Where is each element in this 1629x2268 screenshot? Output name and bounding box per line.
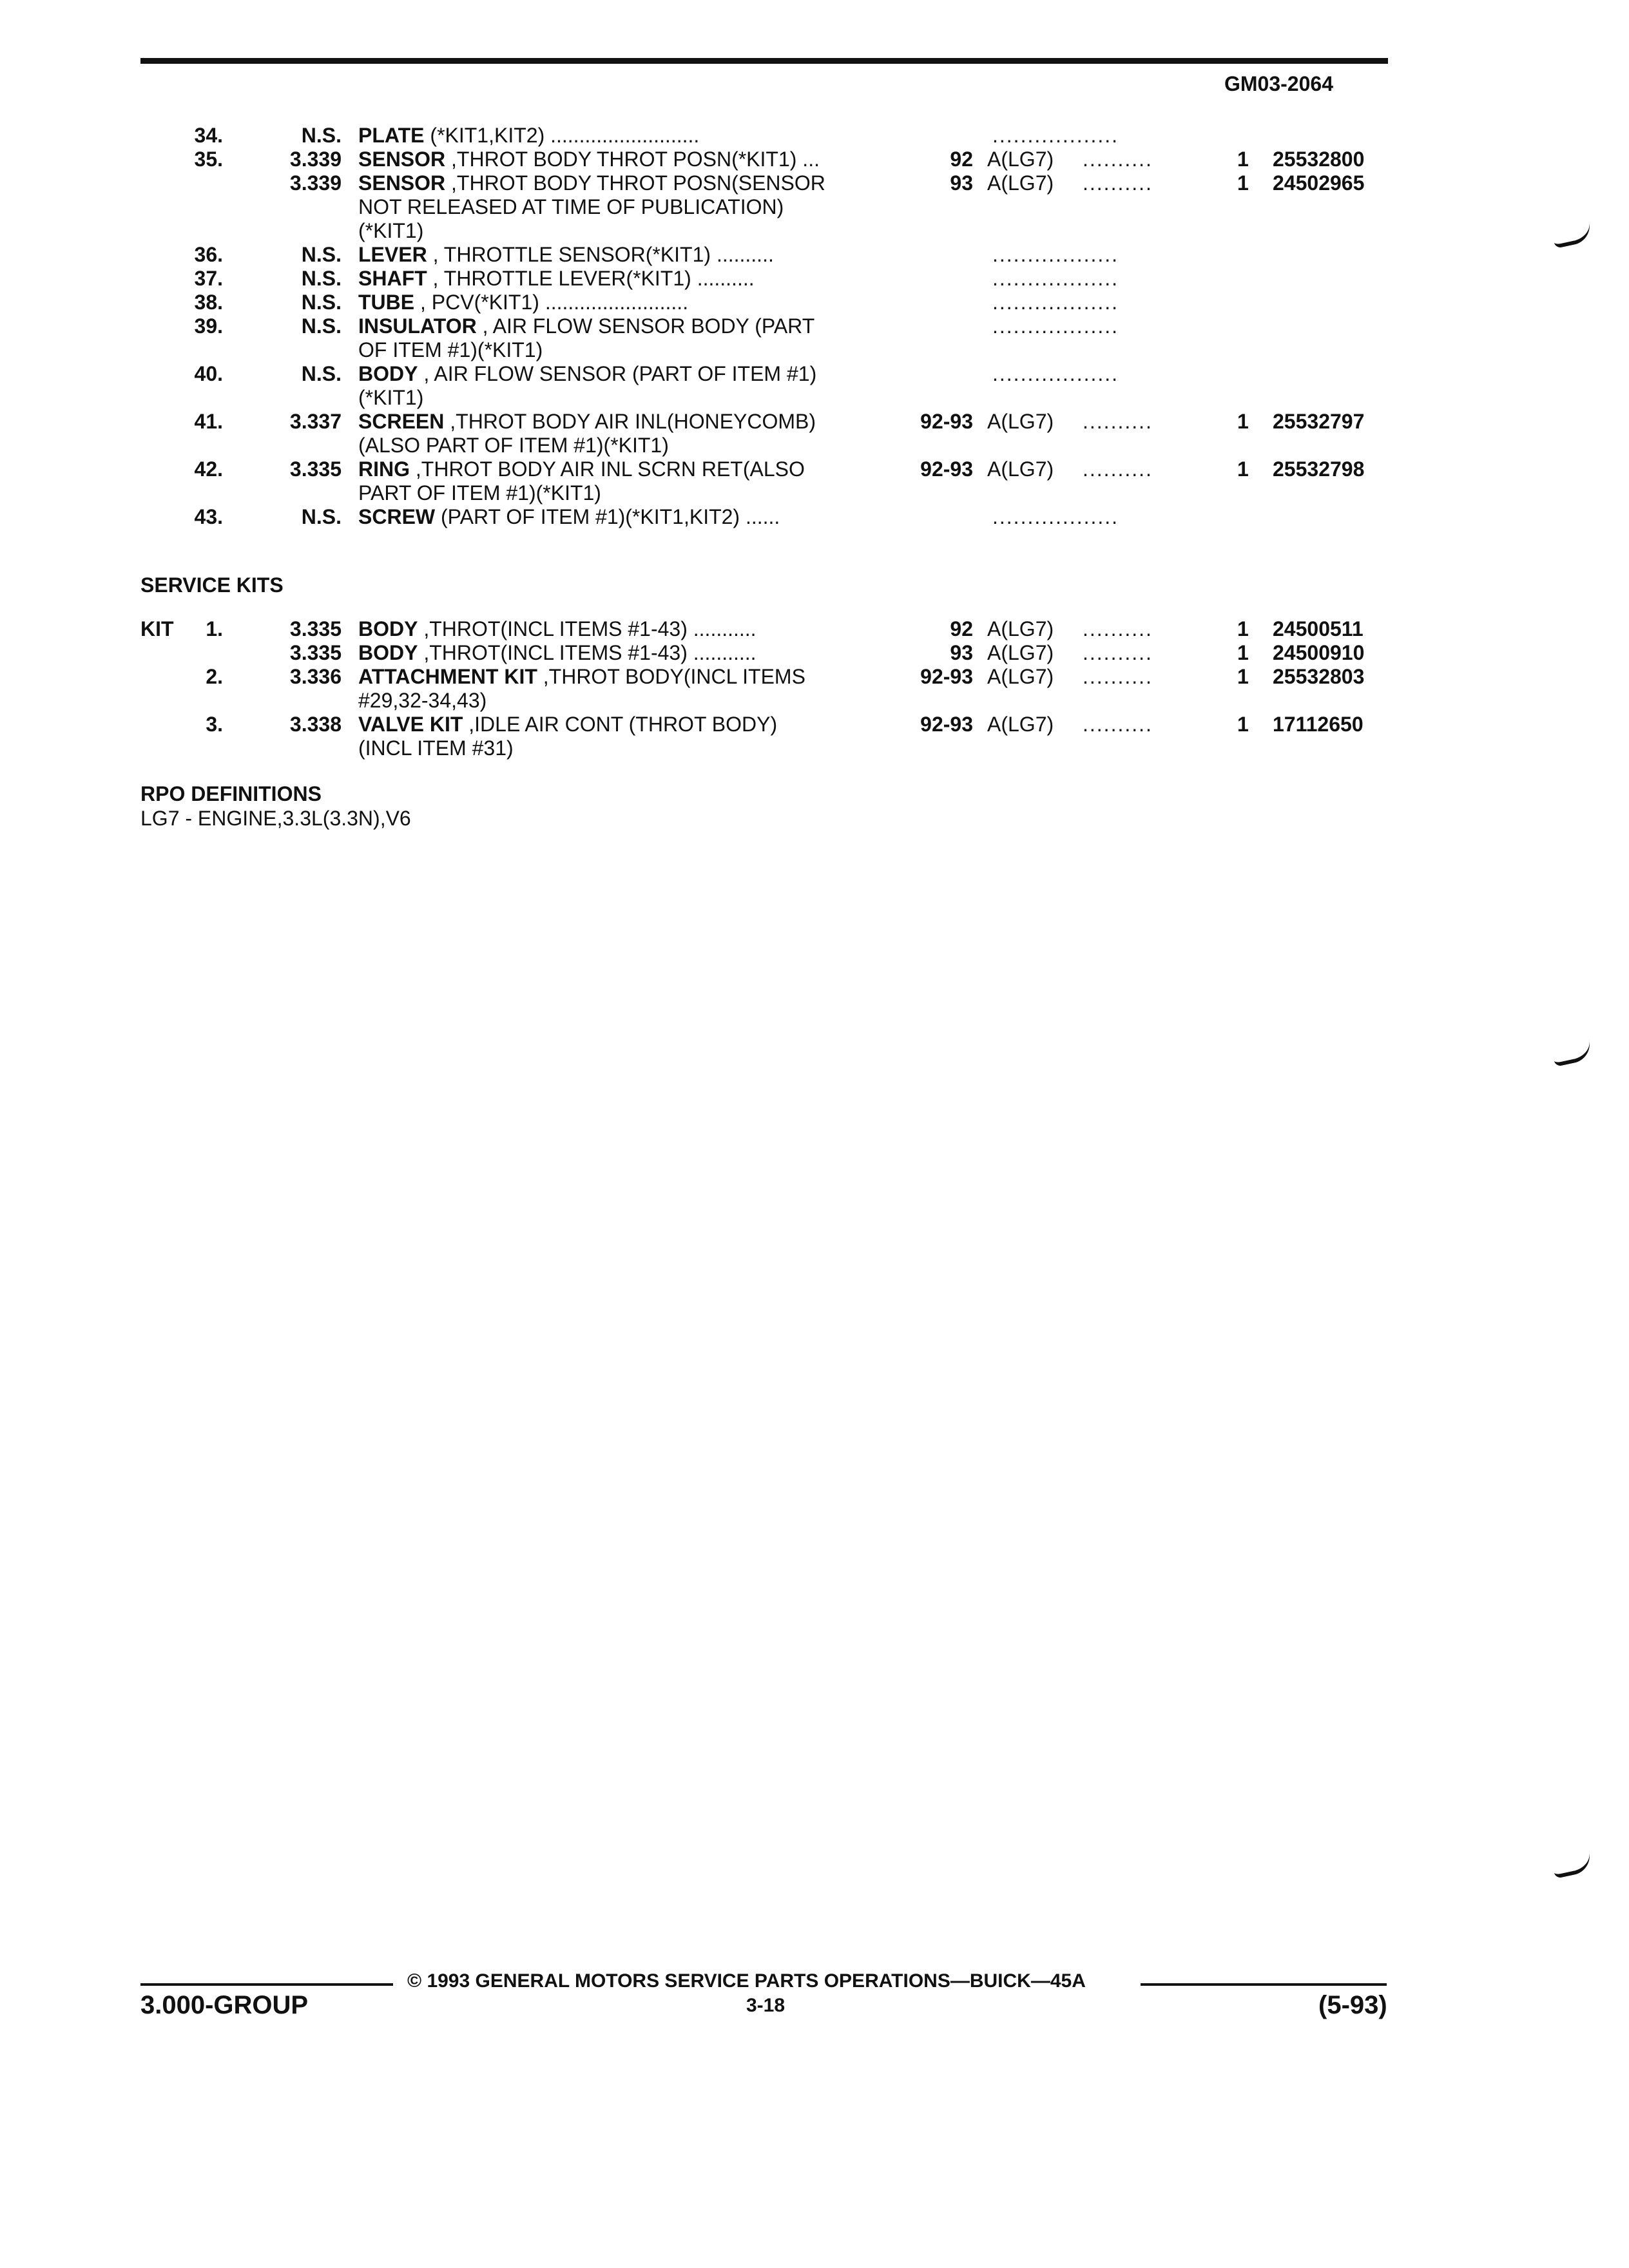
part-row	[0, 457, 1629, 505]
part-row	[0, 291, 1629, 314]
part-row	[0, 314, 1629, 362]
model-code: A(LG7)	[987, 410, 1054, 433]
item-number: 2.	[206, 665, 223, 688]
footer-group: 3.000-GROUP	[140, 1991, 309, 2019]
binder-hole-mark	[1552, 1852, 1594, 1879]
figure-ref: N.S.	[301, 243, 342, 266]
binder-hole-mark	[1552, 1040, 1594, 1067]
figure-ref: N.S.	[301, 291, 342, 314]
part-number: 25532798	[1273, 457, 1365, 481]
quantity: 1	[1237, 641, 1249, 664]
part-name: VALVE KIT	[358, 713, 463, 736]
part-description: , PCV(*KIT1) .........................	[414, 291, 689, 314]
model-code: A(LG7)	[987, 457, 1054, 481]
item-number: 1.	[206, 617, 223, 640]
leader-dots: ..................	[992, 243, 1119, 266]
part-number: 17112650	[1273, 713, 1364, 736]
model-year: 92-93	[920, 665, 973, 688]
model-year: 92	[950, 617, 973, 640]
footer-date: (5-93)	[1318, 1991, 1387, 2019]
part-name: SCREW	[358, 505, 436, 528]
quantity: 1	[1237, 665, 1249, 688]
model-code: A(LG7)	[987, 617, 1054, 640]
part-row	[0, 505, 1629, 529]
model-code: A(LG7)	[987, 665, 1054, 688]
part-row	[0, 410, 1629, 457]
item-number: 39.	[194, 314, 223, 338]
leader-dots: ..................	[992, 314, 1119, 338]
part-row	[0, 617, 1629, 641]
part-number: 24502965	[1273, 171, 1365, 195]
part-description: ,THROT BODY THROT POSN(SENSOR NOT RELEASED AT TIME OF PUBLICATION) (*KIT1)	[358, 171, 825, 242]
leader-dots: ..........	[1083, 171, 1153, 195]
leader-dots: ..........	[1083, 410, 1153, 433]
top-rule	[140, 58, 1388, 64]
figure-ref: N.S.	[301, 505, 342, 528]
item-number: 38.	[194, 291, 223, 314]
footer-page-number: 3-18	[746, 1995, 786, 2016]
item-number: 34.	[194, 124, 223, 147]
part-name: ATTACHMENT KIT	[358, 665, 537, 688]
part-name: SHAFT	[358, 267, 427, 290]
leader-dots: ..........	[1083, 617, 1153, 640]
part-name: INSULATOR	[358, 314, 477, 338]
model-year: 92-93	[920, 713, 973, 736]
quantity: 1	[1237, 713, 1249, 736]
model-code: A(LG7)	[987, 171, 1054, 195]
leader-dots: ..................	[992, 362, 1119, 385]
part-row	[0, 362, 1629, 410]
quantity: 1	[1237, 148, 1249, 171]
leader-dots: ..........	[1083, 713, 1153, 736]
service-kits-list	[0, 617, 1629, 760]
part-row	[0, 243, 1629, 267]
part-description: , AIR FLOW SENSOR (PART OF ITEM #1) (*KIT1)	[358, 362, 817, 409]
figure-ref: 3.339	[289, 148, 342, 171]
part-number: 24500910	[1273, 641, 1365, 664]
part-description: , AIR FLOW SENSOR BODY (PART OF ITEM #1)(*KIT1)	[358, 314, 815, 361]
footer-rule-right	[1141, 1983, 1387, 1986]
rpo-definition: LG7 - ENGINE,3.3L(3.3N),V6	[140, 807, 411, 830]
part-number: 24500511	[1273, 617, 1364, 640]
part-description: ,THROT(INCL ITEMS #1-43) ...........	[418, 641, 757, 664]
leader-dots: ..........	[1083, 457, 1153, 481]
part-row	[0, 267, 1629, 291]
part-row	[0, 171, 1629, 243]
part-number: 25532800	[1273, 148, 1365, 171]
figure-ref: 3.335	[289, 457, 342, 481]
part-description: ,THROT BODY THROT POSN(*KIT1) ...	[445, 148, 820, 171]
figure-ref: N.S.	[301, 124, 342, 147]
model-year: 92-93	[920, 410, 973, 433]
part-name: TUBE	[358, 291, 415, 314]
leader-dots: ..........	[1083, 148, 1153, 171]
quantity: 1	[1237, 617, 1249, 640]
leader-dots: ..................	[992, 124, 1119, 147]
part-name: BODY	[358, 362, 418, 385]
item-number: 40.	[194, 362, 223, 385]
item-number: 3.	[206, 713, 223, 736]
part-name: SCREEN	[358, 410, 445, 433]
part-description: , THROTTLE SENSOR(*KIT1) ..........	[427, 243, 774, 266]
part-description: ,THROT(INCL ITEMS #1-43) ...........	[418, 617, 757, 640]
part-description: ,IDLE AIR CONT (THROT BODY) (INCL ITEM #31)	[358, 713, 778, 760]
part-name: SENSOR	[358, 148, 446, 171]
part-name: BODY	[358, 641, 418, 664]
leader-dots: ..................	[992, 291, 1119, 314]
model-code: A(LG7)	[987, 641, 1054, 664]
part-row	[0, 641, 1629, 665]
figure-ref: 3.337	[289, 410, 342, 433]
model-year: 93	[950, 641, 973, 664]
part-name: LEVER	[358, 243, 427, 266]
figure-ref: N.S.	[301, 267, 342, 290]
leader-dots: ..................	[992, 267, 1119, 290]
leader-dots: ..........	[1083, 641, 1153, 664]
model-year: 92-93	[920, 457, 973, 481]
item-number: 36.	[194, 243, 223, 266]
figure-ref: N.S.	[301, 362, 342, 385]
part-row	[0, 665, 1629, 713]
part-description: , THROTTLE LEVER(*KIT1) ..........	[427, 267, 755, 290]
item-number: 35.	[194, 148, 223, 171]
part-row	[0, 124, 1629, 148]
footer-copyright: © 1993 GENERAL MOTORS SERVICE PARTS OPERATIONS—BUICK—45A	[407, 1970, 1086, 1992]
part-name: SENSOR	[358, 171, 446, 195]
item-number: 42.	[194, 457, 223, 481]
figure-ref: 3.338	[289, 713, 342, 736]
footer-rule-left	[140, 1983, 393, 1986]
part-description: ,THROT BODY(INCL ITEMS #29,32-34,43)	[358, 665, 805, 712]
quantity: 1	[1237, 457, 1249, 481]
part-description: (*KIT1,KIT2) ..........................	[424, 124, 700, 147]
figure-ref: 3.335	[289, 617, 342, 640]
document-id: GM03-2064	[1224, 72, 1333, 95]
kit-label: KIT	[140, 617, 174, 640]
model-code: A(LG7)	[987, 148, 1054, 171]
part-name: PLATE	[358, 124, 425, 147]
service-kits-heading: SERVICE KITS	[140, 573, 284, 597]
figure-ref: N.S.	[301, 314, 342, 338]
part-name: BODY	[358, 617, 418, 640]
figure-ref: 3.336	[289, 665, 342, 688]
quantity: 1	[1237, 410, 1249, 433]
item-number: 43.	[194, 505, 223, 528]
part-name: RING	[358, 457, 410, 481]
model-year: 93	[950, 171, 973, 195]
item-number: 37.	[194, 267, 223, 290]
figure-ref: 3.339	[289, 171, 342, 195]
model-code: A(LG7)	[987, 713, 1054, 736]
part-description: ,THROT BODY AIR INL SCRN RET(ALSO PART OF ITEM #1)(*KIT1)	[358, 457, 805, 505]
part-row	[0, 713, 1629, 760]
leader-dots: ..........	[1083, 665, 1153, 688]
quantity: 1	[1237, 171, 1249, 195]
part-description: (PART OF ITEM #1)(*KIT1,KIT2) ......	[435, 505, 780, 528]
model-year: 92	[950, 148, 973, 171]
figure-ref: 3.335	[289, 641, 342, 664]
part-description: ,THROT BODY AIR INL(HONEYCOMB) (ALSO PART OF ITEM #1)(*KIT1)	[358, 410, 816, 457]
item-number: 41.	[194, 410, 223, 433]
parts-list	[0, 124, 1629, 529]
leader-dots: ..................	[992, 505, 1119, 528]
part-number: 25532797	[1273, 410, 1365, 433]
rpo-definitions-heading: RPO DEFINITIONS	[140, 782, 322, 805]
part-row	[0, 148, 1629, 171]
part-number: 25532803	[1273, 665, 1365, 688]
